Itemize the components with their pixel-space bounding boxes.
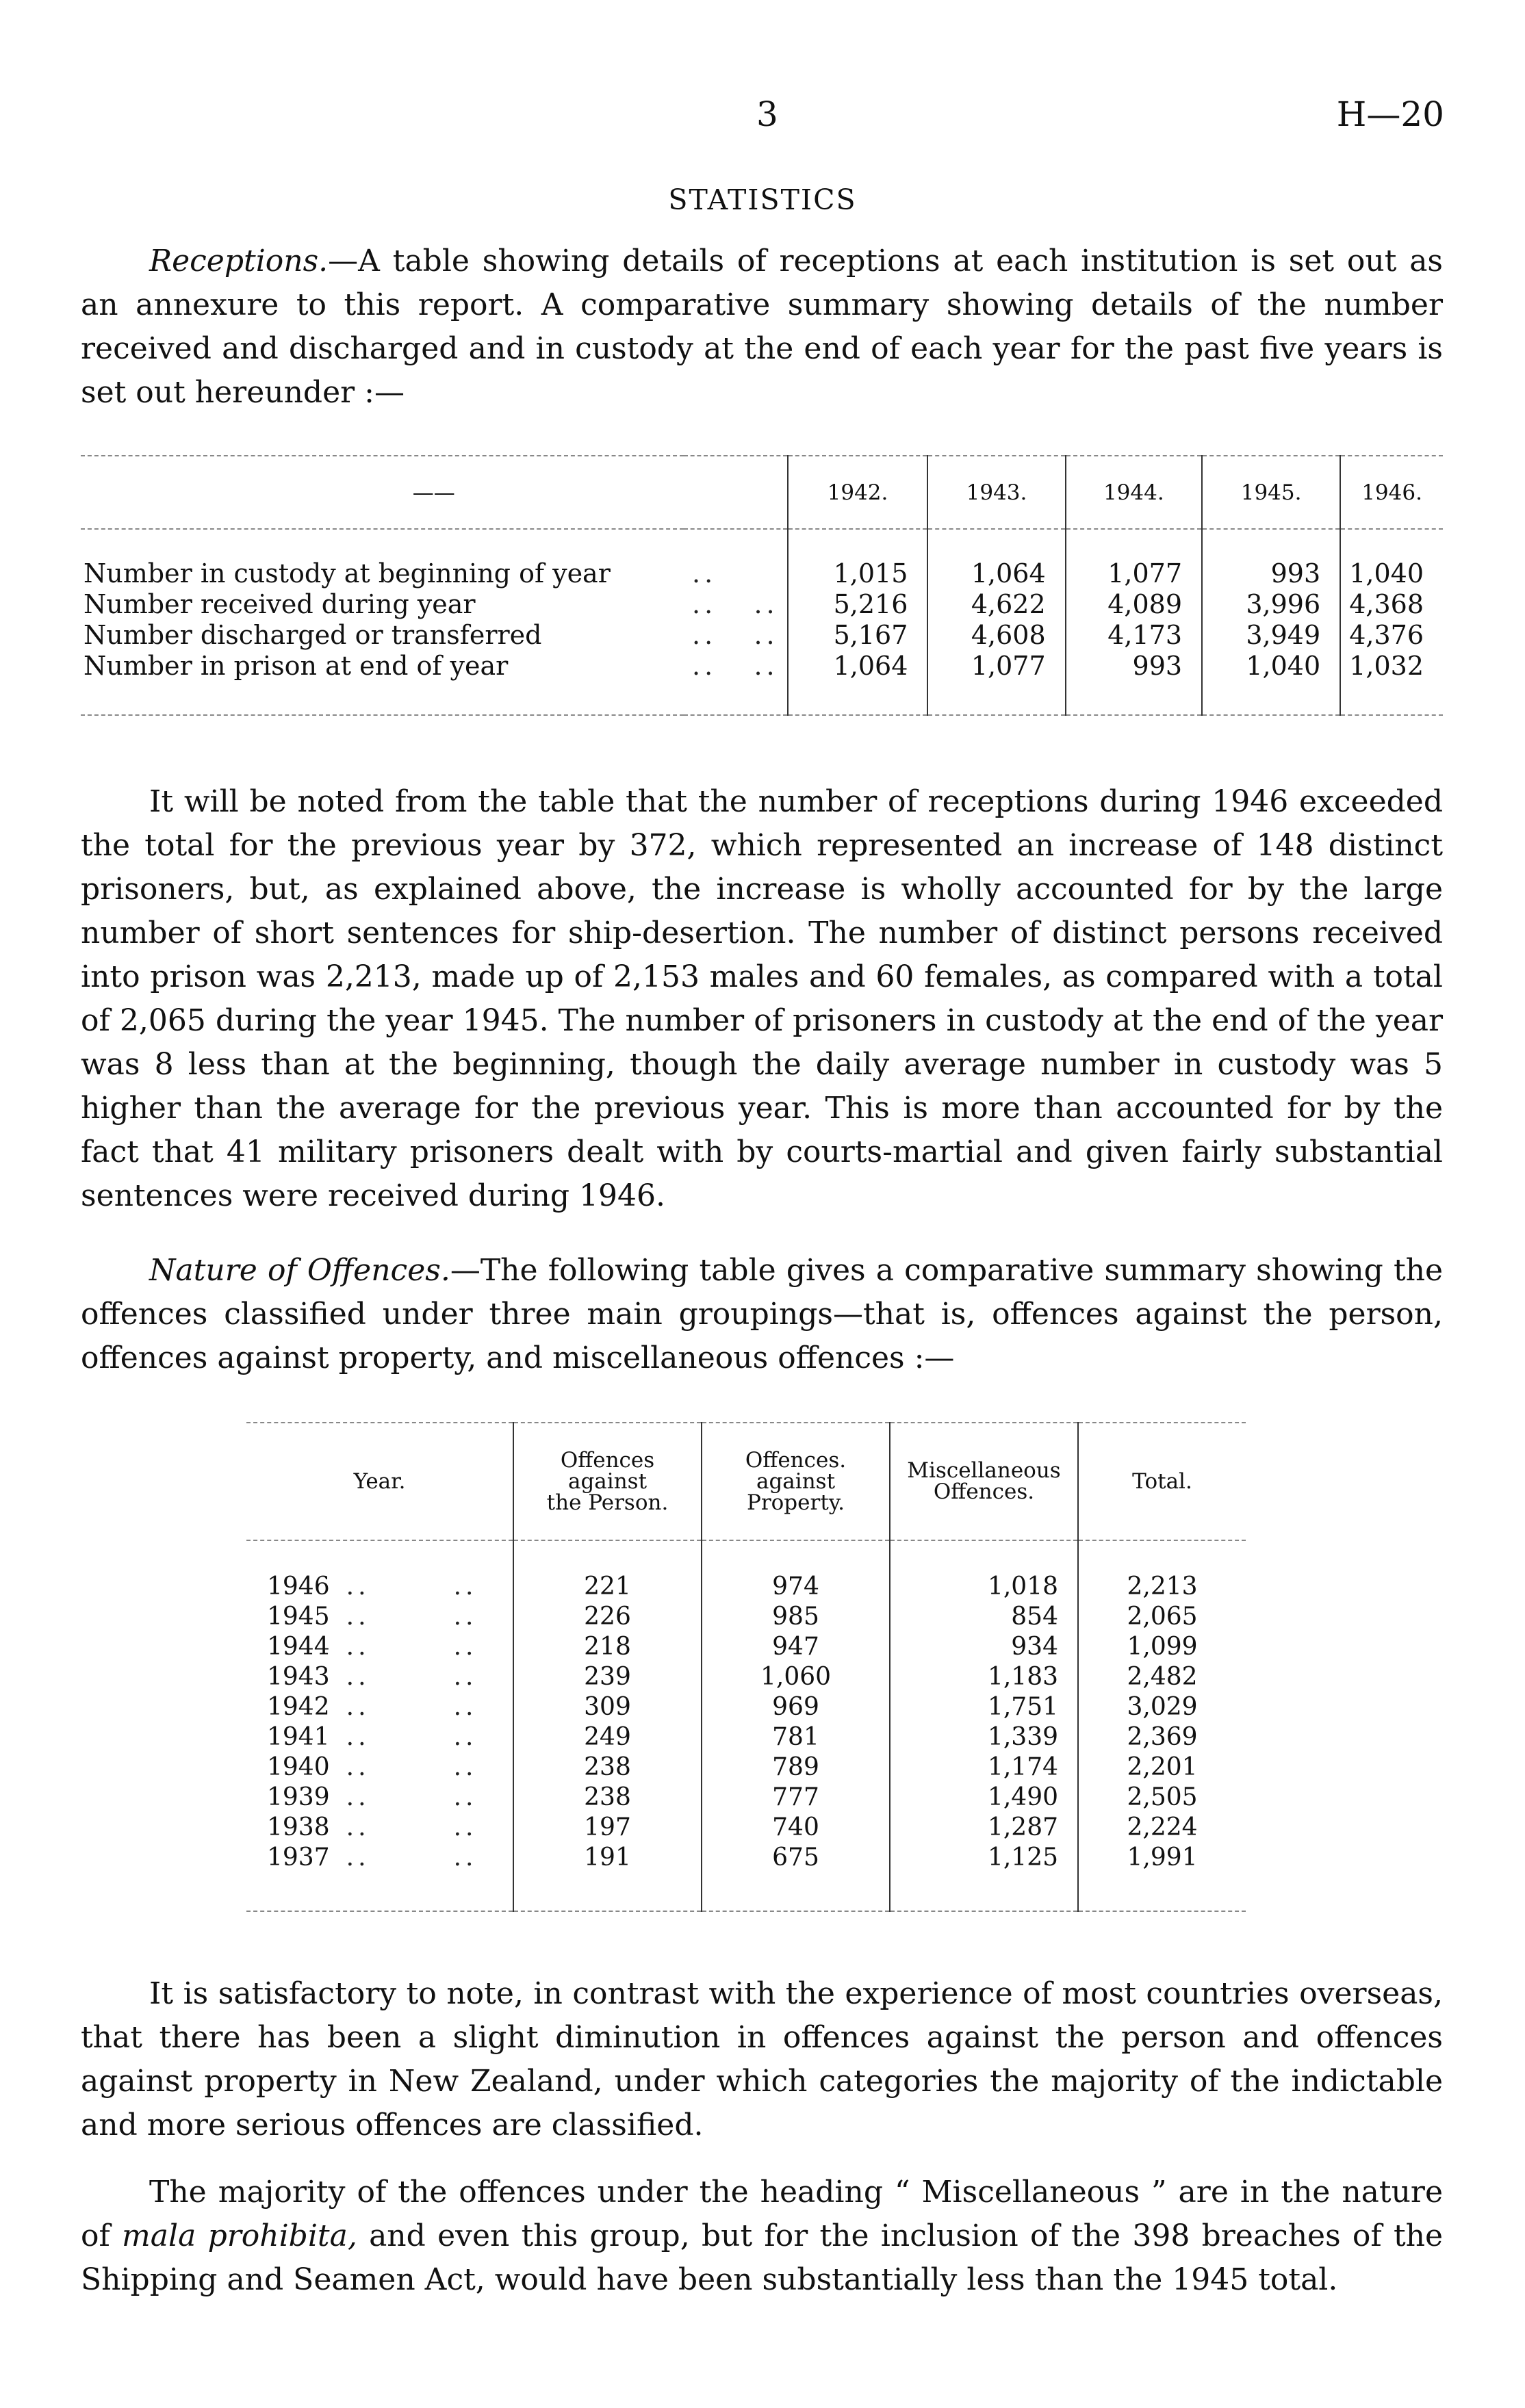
section-title: STATISTICS xyxy=(668,183,857,216)
misc-cell: 1,125 xyxy=(890,1843,1078,1911)
table-cell: 993 xyxy=(1202,529,1340,589)
table-row xyxy=(81,589,1443,620)
year-column-header: Year. xyxy=(246,1423,513,1540)
header-line: against xyxy=(756,1468,836,1494)
year-cell xyxy=(246,1843,513,1911)
person-cell: 197 xyxy=(513,1813,702,1843)
total-column-header: Total. xyxy=(1078,1423,1246,1540)
misc-column-header xyxy=(890,1423,1078,1540)
person-cell: 239 xyxy=(513,1662,702,1692)
row-label: Number in prison at end of year xyxy=(81,651,684,715)
paragraph-text: It is satisfactory to note, in contrast with the experience of most countries overseas, that there has been a slight diminution in offences against the person and offences against property in New Zealand, under which categories the majority of the indictable and more serious offences are classified. xyxy=(81,1976,1443,2142)
diminution-paragraph xyxy=(81,1972,1443,2147)
table-row xyxy=(81,651,1443,715)
year-value: 1945 xyxy=(267,1603,330,1631)
year-cell xyxy=(246,1783,513,1813)
leader-dots: .. .. xyxy=(346,1783,478,1811)
leader-dots: .. .. xyxy=(346,1843,478,1872)
table-cell: 1,077 xyxy=(927,651,1065,715)
person-cell: 238 xyxy=(513,1783,702,1813)
property-cell: 1,060 xyxy=(702,1662,890,1692)
offences-table-body xyxy=(246,1540,1246,1911)
table-row xyxy=(246,1813,1246,1843)
year-cell xyxy=(246,1540,513,1602)
table-cell: 1,015 xyxy=(788,529,928,589)
table-row xyxy=(81,529,1443,589)
misc-cell: 1,183 xyxy=(890,1662,1078,1692)
row-label: Number received during year xyxy=(84,589,476,619)
year-header: 1943. xyxy=(927,456,1065,529)
year-cell xyxy=(246,1722,513,1752)
table-row xyxy=(246,1662,1246,1692)
table-cell: 3,949 xyxy=(1202,620,1340,651)
paragraph-text-before: The majority of the offences under the heading “ Miscellaneous ” are in the nature of xyxy=(81,2175,1443,2253)
header-line: Property. xyxy=(746,1490,845,1515)
table-cell: 1,064 xyxy=(927,529,1065,589)
leader-dots: .. .. xyxy=(346,1603,478,1631)
year-header: 1942. xyxy=(788,456,928,529)
year-value: 1937 xyxy=(267,1843,330,1872)
header-line: Miscellaneous xyxy=(907,1458,1061,1483)
property-cell: 985 xyxy=(702,1602,890,1632)
total-cell: 3,029 xyxy=(1078,1692,1246,1722)
misc-cell: 1,018 xyxy=(890,1540,1078,1602)
leader-dots: .. .. xyxy=(684,651,788,715)
offences-table xyxy=(246,1422,1246,1912)
leader-dots: .. .. xyxy=(346,1723,478,1751)
total-cell: 2,065 xyxy=(1078,1602,1246,1632)
property-cell: 675 xyxy=(702,1843,890,1911)
year-cell xyxy=(246,1752,513,1783)
total-cell: 1,991 xyxy=(1078,1843,1246,1911)
offences-paragraph xyxy=(81,1249,1443,1380)
table-cell: 1,040 xyxy=(1340,529,1443,589)
header-line: Offences. xyxy=(745,1447,847,1473)
table-cell: 1,032 xyxy=(1340,651,1443,715)
total-cell: 1,099 xyxy=(1078,1632,1246,1662)
year-cell xyxy=(246,1632,513,1662)
property-cell: 969 xyxy=(702,1692,890,1722)
leader-dots: .. xyxy=(692,558,717,588)
person-column-header xyxy=(513,1423,702,1540)
leader-dots: .. .. xyxy=(346,1633,478,1661)
total-cell: 2,369 xyxy=(1078,1722,1246,1752)
person-cell: 221 xyxy=(513,1540,702,1602)
paragraph-text: It will be noted from the table that the number of receptions during 1946 exceeded the total for the previous year by 372, which represented an increase of 148 distinct prisoners, but, as explained above, the increase is wholly accounted for by the large number of short sentences for ship-desertion. The number of distinct persons received into prison was 2,213, made up of 2,153 males and 60 females, as compared with a total of 2,065 during the year 1945. The number of prisoners in custody at the end of the year was 8 less than at the beginning, though the daily average number in custody was 5 higher than the average for the previous year. This is more than accounted for by the fact that 41 military prisoners dealt with by courts-martial and given fairly substantial sentences were received during 1946. xyxy=(81,784,1443,1213)
row-label: Number discharged or transferred xyxy=(84,620,542,650)
receptions-text: —A table showing details of receptions at each institution is set out as an annexure to this report. A comparative summary showing details of the number received and discharged and in custody at the end of each year for the past five years is set out hereunder :— xyxy=(81,244,1443,410)
table-cell: 4,368 xyxy=(1340,589,1443,620)
misc-cell: 1,490 xyxy=(890,1783,1078,1813)
table-row xyxy=(246,1602,1246,1632)
offences-text: —The following table gives a comparative summary showing the offences classified under three main groupings—that is, offences against the person, offences against property, and miscellaneous offences :— xyxy=(81,1253,1444,1375)
person-cell: 309 xyxy=(513,1692,702,1722)
property-cell: 777 xyxy=(702,1783,890,1813)
miscellaneous-paragraph xyxy=(81,2171,1443,2302)
offences-heading: Nature of Offences. xyxy=(149,1253,450,1288)
person-cell: 226 xyxy=(513,1602,702,1632)
page-number: 3 xyxy=(756,94,778,134)
table-cell: 4,608 xyxy=(927,620,1065,651)
leader-dots: .. .. xyxy=(346,1693,478,1721)
misc-cell: 1,751 xyxy=(890,1692,1078,1722)
receptions-heading: Receptions. xyxy=(149,244,329,279)
year-value: 1941 xyxy=(267,1723,330,1751)
year-value: 1938 xyxy=(267,1813,330,1841)
table-row xyxy=(246,1632,1246,1662)
document-reference: H—20 xyxy=(1336,94,1444,134)
leader-dots: .. .. xyxy=(346,1572,478,1601)
year-header: 1946. xyxy=(1340,456,1443,529)
total-cell: 2,505 xyxy=(1078,1783,1246,1813)
year-value: 1939 xyxy=(267,1783,330,1811)
table-cell: 1,040 xyxy=(1202,651,1340,715)
table-cell: 5,167 xyxy=(788,620,928,651)
custody-table-header xyxy=(81,456,1443,529)
row-label: Number in custody at beginning of year xyxy=(84,558,611,588)
misc-cell: 1,287 xyxy=(890,1813,1078,1843)
receptions-analysis-paragraph xyxy=(81,780,1443,1218)
header-line: Offences. xyxy=(933,1479,1035,1504)
table-cell: 993 xyxy=(1066,651,1202,715)
misc-cell: 1,339 xyxy=(890,1722,1078,1752)
header-line: the Person. xyxy=(546,1490,669,1515)
year-value: 1942 xyxy=(267,1693,330,1721)
person-cell: 249 xyxy=(513,1722,702,1752)
leader-dots: .. .. xyxy=(346,1813,478,1841)
property-cell: 789 xyxy=(702,1752,890,1783)
total-cell: 2,213 xyxy=(1078,1540,1246,1602)
offences-table-header xyxy=(246,1423,1246,1540)
year-cell xyxy=(246,1692,513,1722)
custody-summary-table xyxy=(81,455,1443,716)
misc-cell: 934 xyxy=(890,1632,1078,1662)
header-line: against xyxy=(567,1468,648,1494)
table-cell: 3,996 xyxy=(1202,589,1340,620)
table-cell: 1,077 xyxy=(1066,529,1202,589)
italic-phrase: mala prohibita, xyxy=(122,2218,357,2253)
table-cell: 4,089 xyxy=(1066,589,1202,620)
person-cell: 218 xyxy=(513,1632,702,1662)
corner-cell: —— xyxy=(81,456,788,529)
receptions-paragraph xyxy=(81,239,1443,415)
year-value: 1940 xyxy=(267,1753,330,1781)
person-cell: 238 xyxy=(513,1752,702,1783)
table-cell: 1,064 xyxy=(788,651,928,715)
total-cell: 2,201 xyxy=(1078,1752,1246,1783)
leader-dots: .. .. xyxy=(692,589,779,619)
total-cell: 2,224 xyxy=(1078,1813,1246,1843)
table-cell: 4,622 xyxy=(927,589,1065,620)
total-cell: 2,482 xyxy=(1078,1662,1246,1692)
year-cell xyxy=(246,1662,513,1692)
year-value: 1946 xyxy=(267,1572,330,1601)
person-cell: 191 xyxy=(513,1843,702,1911)
year-header: 1944. xyxy=(1066,456,1202,529)
table-row xyxy=(246,1540,1246,1602)
paragraph-text-after: and even this group, but for the inclusion of the 398 breaches of the Shipping and Seamen Act, would have been substantially less than the 1945 total. xyxy=(81,2218,1444,2297)
leader-dots: .. .. xyxy=(346,1753,478,1781)
table-row xyxy=(246,1752,1246,1783)
table-cell: 5,216 xyxy=(788,589,928,620)
year-value: 1944 xyxy=(267,1633,330,1661)
table-row xyxy=(246,1843,1246,1911)
header-line: Offences xyxy=(560,1447,655,1473)
table-row xyxy=(246,1692,1246,1722)
table-row xyxy=(246,1783,1246,1813)
property-cell: 947 xyxy=(702,1632,890,1662)
year-cell xyxy=(246,1813,513,1843)
table-cell: 4,376 xyxy=(1340,620,1443,651)
table-row xyxy=(246,1722,1246,1752)
table-cell: 4,173 xyxy=(1066,620,1202,651)
misc-cell: 854 xyxy=(890,1602,1078,1632)
year-value: 1943 xyxy=(267,1663,330,1691)
year-cell xyxy=(246,1602,513,1632)
property-cell: 781 xyxy=(702,1722,890,1752)
property-cell: 974 xyxy=(702,1540,890,1602)
table-row xyxy=(81,620,1443,651)
property-cell: 740 xyxy=(702,1813,890,1843)
misc-cell: 1,174 xyxy=(890,1752,1078,1783)
property-column-header xyxy=(702,1423,890,1540)
leader-dots: .. .. xyxy=(692,620,779,650)
leader-dots: .. .. xyxy=(346,1663,478,1691)
year-header: 1945. xyxy=(1202,456,1340,529)
